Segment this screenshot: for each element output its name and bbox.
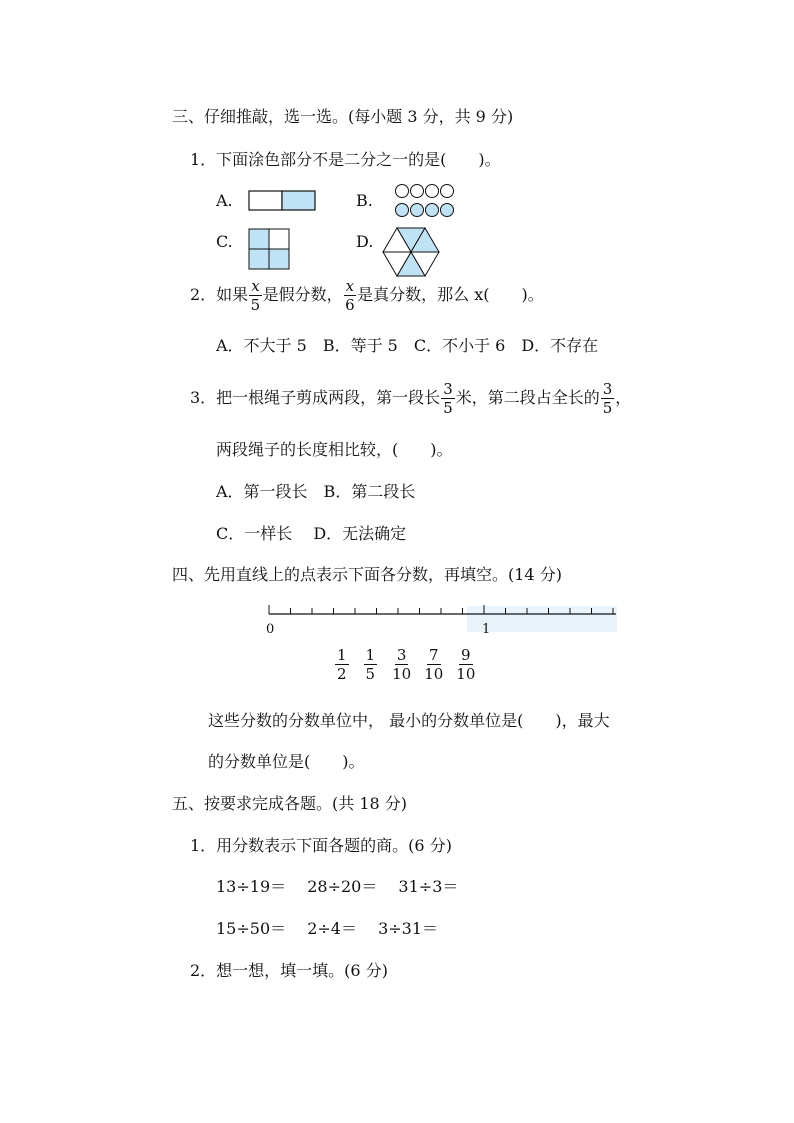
option-d-hexagon-figure bbox=[382, 226, 440, 278]
division-row-2: 15÷50＝ 2÷4＝ 3÷31＝ bbox=[216, 919, 439, 938]
q2-fraction-x-over-5: $\frac{x}{5}$ bbox=[250, 277, 261, 314]
option-d-label: D. bbox=[356, 232, 374, 251]
s5-q2-stem: 2．想一想，填一填。(6 分) bbox=[190, 961, 388, 980]
q3-stem bbox=[190, 378, 631, 418]
fill-blank-line1: 这些分数的分数单位中， 最小的分数单位是( )，最大 bbox=[208, 711, 610, 730]
option-a-label: A. bbox=[216, 191, 233, 210]
fraction-9-10: $\frac{9}{10}$ bbox=[456, 646, 476, 683]
s5-q1-stem: 1．用分数表示下面各题的商。(6 分) bbox=[190, 836, 452, 855]
number-line bbox=[262, 600, 624, 640]
option-b-circles-figure bbox=[394, 182, 456, 220]
q3-fraction-second: $\frac{3}{5}$ bbox=[602, 380, 613, 417]
division-row-1: 13÷19＝ 28÷20＝ 31÷3＝ bbox=[216, 877, 459, 896]
q3-stem-pre: 3．把一根绳子剪成两段，第一段长 bbox=[190, 388, 441, 407]
fraction-7-10: $\frac{7}{10}$ bbox=[424, 646, 444, 683]
q2-stem-post: 是真分数，那么 x( )。 bbox=[357, 285, 544, 304]
q3-stem-post: ， bbox=[615, 388, 632, 407]
option-a-rectangle-figure bbox=[248, 190, 316, 212]
fraction-3-10: $\frac{3}{10}$ bbox=[392, 646, 412, 683]
fraction-1-5: $\frac{1}{5}$ bbox=[365, 646, 376, 683]
section4-heading: 四、先用直线上的点表示下面各分数，再填空。(14 分) bbox=[172, 565, 562, 584]
fraction-1-2: $\frac{1}{2}$ bbox=[337, 646, 347, 683]
option-c-square-figure bbox=[248, 228, 292, 272]
q3-stem-mid: 米，第二段占全长的 bbox=[455, 388, 600, 407]
q2-stem-pre: 2．如果 bbox=[190, 285, 249, 304]
axis-label-1: 1 bbox=[482, 622, 491, 637]
q2-options: A．不大于 5 B．等于 5 C．不小于 6 D．不存在 bbox=[216, 336, 599, 355]
option-b-label: B. bbox=[356, 191, 373, 210]
fractions-row bbox=[334, 646, 476, 683]
section3-heading: 三、仔细推敲，选一选。(每小题 3 分，共 9 分) bbox=[172, 107, 514, 126]
axis-label-0: 0 bbox=[266, 622, 275, 637]
section5-heading: 五、按要求完成各题。(共 18 分) bbox=[172, 794, 408, 813]
q2-stem-mid: 是假分数， bbox=[262, 285, 343, 304]
q3-line2: 两段绳子的长度相比较，( )。 bbox=[216, 440, 453, 459]
q1-stem: 1．下面涂色部分不是二分之一的是( )。 bbox=[190, 150, 501, 169]
q3-options-ab: A．第一段长 B．第二段长 bbox=[216, 482, 416, 501]
q2-fraction-x-over-6: $\frac{x}{6}$ bbox=[345, 277, 355, 314]
fill-blank-line2: 的分数单位是( )。 bbox=[208, 752, 365, 771]
q3-fraction-first: $\frac{3}{5}$ bbox=[443, 380, 453, 417]
q3-options-cd: C．一样长 D．无法确定 bbox=[216, 524, 407, 543]
option-c-label: C. bbox=[216, 232, 233, 251]
q2-stem bbox=[190, 275, 544, 315]
